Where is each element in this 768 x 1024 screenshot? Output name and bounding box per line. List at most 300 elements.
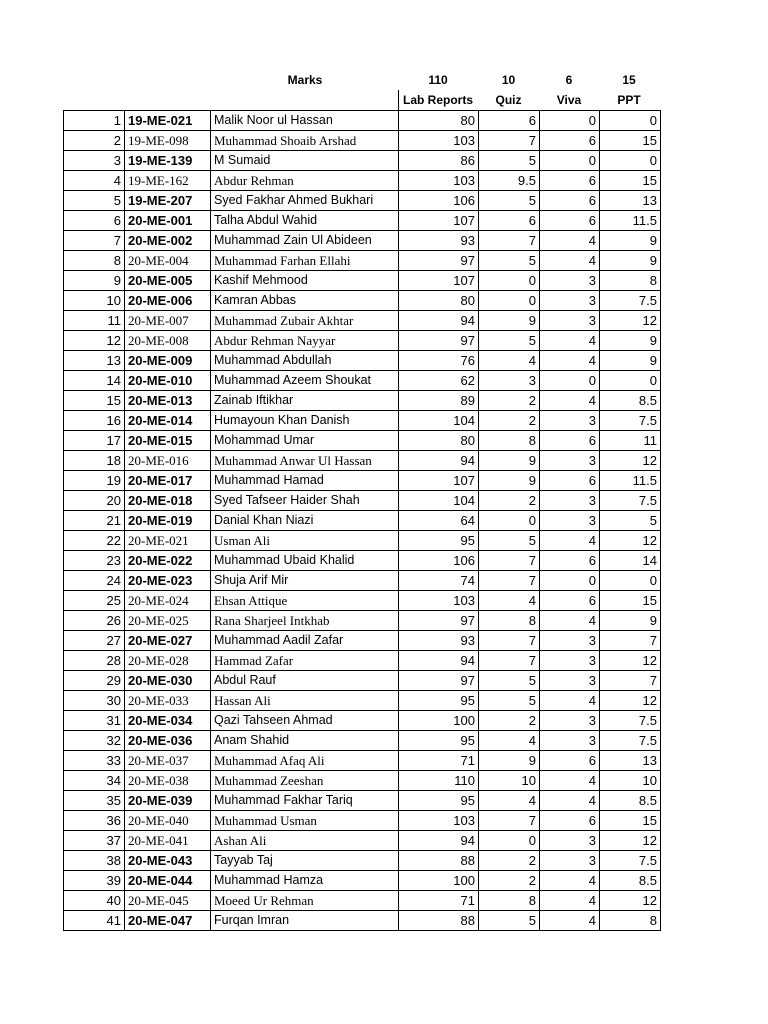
- lab-reports-cell: 80: [399, 431, 479, 451]
- max-lab-reports: 110: [428, 73, 448, 87]
- roll-number-cell: 20-ME-040: [125, 811, 211, 831]
- lab-reports-cell: 107: [399, 471, 479, 491]
- serial-number-cell: 37: [64, 831, 125, 851]
- serial-number-cell: 4: [64, 171, 125, 191]
- student-name-cell: Anam Shahid: [211, 731, 399, 751]
- quiz-cell: 7: [479, 131, 540, 151]
- quiz-cell: 5: [479, 911, 540, 931]
- serial-number-cell: 9: [64, 271, 125, 291]
- table-row: [64, 151, 661, 171]
- serial-number-cell: 31: [64, 711, 125, 731]
- serial-number-cell: 12: [64, 331, 125, 351]
- ppt-cell: 15: [600, 591, 661, 611]
- table-row: [64, 431, 661, 451]
- ppt-cell: 0: [600, 151, 661, 171]
- student-name-cell: Syed Fakhar Ahmed Bukhari: [211, 191, 399, 211]
- table-row: [64, 731, 661, 751]
- quiz-cell: 7: [479, 811, 540, 831]
- viva-cell: 0: [540, 371, 600, 391]
- roll-number-cell: 20-ME-044: [125, 871, 211, 891]
- viva-cell: 3: [540, 731, 600, 751]
- serial-number-cell: 10: [64, 291, 125, 311]
- viva-cell: 6: [540, 551, 600, 571]
- lab-reports-cell: 107: [399, 271, 479, 291]
- quiz-cell: 9: [479, 311, 540, 331]
- student-name-cell: Muhammad Shoaib Arshad: [211, 131, 399, 151]
- student-name-cell: M Sumaid: [211, 151, 399, 171]
- quiz-cell: 4: [479, 791, 540, 811]
- roll-number-cell: 19-ME-098: [125, 131, 211, 151]
- ppt-cell: 0: [600, 571, 661, 591]
- quiz-cell: 9.5: [479, 171, 540, 191]
- roll-number-cell: 20-ME-007: [125, 311, 211, 331]
- table-row: [64, 371, 661, 391]
- roll-number-cell: 19-ME-207: [125, 191, 211, 211]
- table-row: [64, 231, 661, 251]
- ppt-cell: 7.5: [600, 711, 661, 731]
- lab-reports-cell: 103: [399, 131, 479, 151]
- quiz-cell: 4: [479, 731, 540, 751]
- roll-number-cell: 20-ME-045: [125, 891, 211, 911]
- table-row: [64, 171, 661, 191]
- marks-table: [63, 110, 661, 931]
- ppt-cell: 5: [600, 511, 661, 531]
- viva-cell: 6: [540, 211, 600, 231]
- viva-cell: 6: [540, 171, 600, 191]
- roll-number-cell: 20-ME-033: [125, 691, 211, 711]
- serial-number-cell: 2: [64, 131, 125, 151]
- student-name-cell: Kamran Abbas: [211, 291, 399, 311]
- table-row: [64, 271, 661, 291]
- ppt-cell: 8: [600, 911, 661, 931]
- serial-number-cell: 21: [64, 511, 125, 531]
- lab-reports-cell: 106: [399, 551, 479, 571]
- viva-cell: 4: [540, 771, 600, 791]
- lab-reports-cell: 103: [399, 171, 479, 191]
- serial-number-cell: 15: [64, 391, 125, 411]
- roll-number-cell: 19-ME-139: [125, 151, 211, 171]
- lab-reports-cell: 74: [399, 571, 479, 591]
- serial-number-cell: 38: [64, 851, 125, 871]
- serial-number-cell: 19: [64, 471, 125, 491]
- roll-number-cell: 20-ME-041: [125, 831, 211, 851]
- serial-number-cell: 7: [64, 231, 125, 251]
- serial-number-cell: 18: [64, 451, 125, 471]
- table-row: [64, 531, 661, 551]
- ppt-cell: 7: [600, 671, 661, 691]
- quiz-cell: 5: [479, 151, 540, 171]
- table-row: [64, 211, 661, 231]
- ppt-cell: 12: [600, 451, 661, 471]
- table-row: [64, 611, 661, 631]
- table-row: [64, 511, 661, 531]
- table-row: [64, 131, 661, 151]
- student-name-cell: Muhammad Zain Ul Abideen: [211, 231, 399, 251]
- quiz-cell: 9: [479, 751, 540, 771]
- roll-number-cell: 20-ME-018: [125, 491, 211, 511]
- table-row: [64, 291, 661, 311]
- serial-number-cell: 27: [64, 631, 125, 651]
- student-name-cell: Furqan Imran: [211, 911, 399, 931]
- viva-cell: 3: [540, 831, 600, 851]
- student-name-cell: Muhammad Azeem Shoukat: [211, 371, 399, 391]
- student-name-cell: Ashan Ali: [211, 831, 399, 851]
- table-row: [64, 811, 661, 831]
- quiz-cell: 7: [479, 631, 540, 651]
- viva-cell: 4: [540, 391, 600, 411]
- ppt-cell: 7.5: [600, 491, 661, 511]
- roll-number-cell: 20-ME-023: [125, 571, 211, 591]
- table-row: [64, 871, 661, 891]
- table-row: [64, 771, 661, 791]
- viva-cell: 4: [540, 351, 600, 371]
- viva-cell: 4: [540, 251, 600, 271]
- quiz-cell: 2: [479, 851, 540, 871]
- lab-reports-cell: 86: [399, 151, 479, 171]
- lab-reports-cell: 94: [399, 311, 479, 331]
- viva-cell: 6: [540, 131, 600, 151]
- ppt-cell: 8.5: [600, 791, 661, 811]
- serial-number-cell: 39: [64, 871, 125, 891]
- student-name-cell: Moeed Ur Rehman: [211, 891, 399, 911]
- ppt-cell: 13: [600, 191, 661, 211]
- viva-cell: 3: [540, 491, 600, 511]
- roll-number-cell: 20-ME-001: [125, 211, 211, 231]
- roll-number-cell: 20-ME-017: [125, 471, 211, 491]
- student-name-cell: Humayoun Khan Danish: [211, 411, 399, 431]
- roll-number-cell: 20-ME-025: [125, 611, 211, 631]
- serial-number-cell: 20: [64, 491, 125, 511]
- serial-number-cell: 16: [64, 411, 125, 431]
- lab-reports-cell: 103: [399, 591, 479, 611]
- quiz-cell: 2: [479, 411, 540, 431]
- lab-reports-cell: 62: [399, 371, 479, 391]
- roll-number-cell: 20-ME-034: [125, 711, 211, 731]
- lab-reports-cell: 88: [399, 851, 479, 871]
- viva-cell: 3: [540, 451, 600, 471]
- student-name-cell: Syed Tafseer Haider Shah: [211, 491, 399, 511]
- student-name-cell: Talha Abdul Wahid: [211, 211, 399, 231]
- table-row: [64, 551, 661, 571]
- ppt-cell: 9: [600, 331, 661, 351]
- marks-table-body: [64, 111, 661, 931]
- ppt-cell: 9: [600, 611, 661, 631]
- quiz-cell: 2: [479, 491, 540, 511]
- viva-cell: 4: [540, 331, 600, 351]
- serial-number-cell: 13: [64, 351, 125, 371]
- lab-reports-cell: 95: [399, 731, 479, 751]
- student-name-cell: Muhammad Anwar Ul Hassan: [211, 451, 399, 471]
- lab-reports-cell: 95: [399, 791, 479, 811]
- roll-number-cell: 20-ME-022: [125, 551, 211, 571]
- ppt-cell: 10: [600, 771, 661, 791]
- lab-reports-cell: 76: [399, 351, 479, 371]
- table-row: [64, 331, 661, 351]
- viva-cell: 4: [540, 691, 600, 711]
- lab-reports-cell: 94: [399, 651, 479, 671]
- table-row: [64, 311, 661, 331]
- ppt-cell: 0: [600, 371, 661, 391]
- serial-number-cell: 23: [64, 551, 125, 571]
- student-name-cell: Danial Khan Niazi: [211, 511, 399, 531]
- lab-reports-cell: 106: [399, 191, 479, 211]
- student-name-cell: Kashif Mehmood: [211, 271, 399, 291]
- ppt-cell: 14: [600, 551, 661, 571]
- ppt-cell: 8.5: [600, 391, 661, 411]
- quiz-cell: 7: [479, 571, 540, 591]
- roll-number-cell: 20-ME-024: [125, 591, 211, 611]
- table-row: [64, 671, 661, 691]
- serial-number-cell: 3: [64, 151, 125, 171]
- column-header-quiz: Quiz: [495, 93, 522, 107]
- quiz-cell: 5: [479, 531, 540, 551]
- ppt-cell: 15: [600, 131, 661, 151]
- serial-number-cell: 32: [64, 731, 125, 751]
- ppt-cell: 12: [600, 891, 661, 911]
- roll-number-cell: 20-ME-019: [125, 511, 211, 531]
- column-header-ppt: PPT: [617, 93, 641, 107]
- student-name-cell: Muhammad Usman: [211, 811, 399, 831]
- max-quiz: 10: [501, 73, 516, 87]
- viva-cell: 6: [540, 751, 600, 771]
- lab-reports-cell: 94: [399, 831, 479, 851]
- quiz-cell: 3: [479, 371, 540, 391]
- roll-number-cell: 20-ME-036: [125, 731, 211, 751]
- ppt-cell: 7.5: [600, 731, 661, 751]
- serial-number-cell: 28: [64, 651, 125, 671]
- ppt-cell: 12: [600, 311, 661, 331]
- lab-reports-cell: 100: [399, 871, 479, 891]
- max-viva: 6: [565, 73, 573, 87]
- lab-reports-cell: 95: [399, 531, 479, 551]
- quiz-cell: 4: [479, 591, 540, 611]
- quiz-cell: 2: [479, 871, 540, 891]
- max-ppt: 15: [622, 73, 636, 87]
- roll-number-cell: 20-ME-027: [125, 631, 211, 651]
- table-row: [64, 471, 661, 491]
- serial-number-cell: 8: [64, 251, 125, 271]
- student-name-cell: Muhammad Zeeshan: [211, 771, 399, 791]
- viva-cell: 4: [540, 531, 600, 551]
- roll-number-cell: 20-ME-014: [125, 411, 211, 431]
- table-row: [64, 351, 661, 371]
- lab-reports-cell: 93: [399, 631, 479, 651]
- lab-reports-cell: 71: [399, 751, 479, 771]
- viva-cell: 3: [540, 671, 600, 691]
- marks-label: Marks: [287, 73, 323, 87]
- serial-number-cell: 22: [64, 531, 125, 551]
- serial-number-cell: 26: [64, 611, 125, 631]
- lab-reports-cell: 95: [399, 691, 479, 711]
- serial-number-cell: 5: [64, 191, 125, 211]
- viva-cell: 6: [540, 811, 600, 831]
- student-name-cell: Muhammad Hamad: [211, 471, 399, 491]
- ppt-cell: 9: [600, 251, 661, 271]
- roll-number-cell: 19-ME-162: [125, 171, 211, 191]
- quiz-cell: 6: [479, 211, 540, 231]
- roll-number-cell: 20-ME-002: [125, 231, 211, 251]
- viva-cell: 4: [540, 911, 600, 931]
- serial-number-cell: 25: [64, 591, 125, 611]
- quiz-cell: 2: [479, 711, 540, 731]
- student-name-cell: Hassan Ali: [211, 691, 399, 711]
- serial-number-cell: 30: [64, 691, 125, 711]
- table-row: [64, 451, 661, 471]
- viva-cell: 3: [540, 711, 600, 731]
- student-name-cell: Abdul Rauf: [211, 671, 399, 691]
- lab-reports-cell: 94: [399, 451, 479, 471]
- student-name-cell: Muhammad Fakhar Tariq: [211, 791, 399, 811]
- viva-cell: 6: [540, 191, 600, 211]
- table-row: [64, 391, 661, 411]
- roll-number-cell: 20-ME-015: [125, 431, 211, 451]
- viva-cell: 4: [540, 611, 600, 631]
- quiz-cell: 5: [479, 331, 540, 351]
- max-marks-row: [0, 70, 768, 90]
- table-row: [64, 891, 661, 911]
- quiz-cell: 2: [479, 391, 540, 411]
- lab-reports-cell: 64: [399, 511, 479, 531]
- serial-number-cell: 24: [64, 571, 125, 591]
- student-name-cell: Tayyab Taj: [211, 851, 399, 871]
- viva-cell: 3: [540, 311, 600, 331]
- table-row: [64, 571, 661, 591]
- quiz-cell: 7: [479, 551, 540, 571]
- roll-number-cell: 20-ME-009: [125, 351, 211, 371]
- roll-number-cell: 20-ME-039: [125, 791, 211, 811]
- lab-reports-cell: 110: [399, 771, 479, 791]
- ppt-cell: 15: [600, 171, 661, 191]
- quiz-cell: 0: [479, 271, 540, 291]
- serial-number-cell: 1: [64, 111, 125, 131]
- serial-number-cell: 33: [64, 751, 125, 771]
- lab-reports-cell: 104: [399, 411, 479, 431]
- quiz-cell: 0: [479, 831, 540, 851]
- serial-number-cell: 41: [64, 911, 125, 931]
- table-row: [64, 251, 661, 271]
- column-header-lab-reports: Lab Reports: [402, 93, 473, 107]
- quiz-cell: 8: [479, 611, 540, 631]
- viva-cell: 3: [540, 651, 600, 671]
- viva-cell: 3: [540, 291, 600, 311]
- viva-cell: 3: [540, 411, 600, 431]
- ppt-cell: 15: [600, 811, 661, 831]
- viva-cell: 4: [540, 891, 600, 911]
- student-name-cell: Muhammad Zubair Akhtar: [211, 311, 399, 331]
- lab-reports-cell: 71: [399, 891, 479, 911]
- table-row: [64, 631, 661, 651]
- table-row: [64, 491, 661, 511]
- quiz-cell: 6: [479, 111, 540, 131]
- ppt-cell: 7.5: [600, 411, 661, 431]
- viva-cell: 3: [540, 851, 600, 871]
- quiz-cell: 5: [479, 191, 540, 211]
- roll-number-cell: 20-ME-037: [125, 751, 211, 771]
- roll-number-cell: 20-ME-016: [125, 451, 211, 471]
- viva-cell: 3: [540, 511, 600, 531]
- viva-cell: 3: [540, 631, 600, 651]
- quiz-cell: 5: [479, 691, 540, 711]
- roll-number-cell: 20-ME-047: [125, 911, 211, 931]
- table-row: [64, 111, 661, 131]
- quiz-cell: 8: [479, 431, 540, 451]
- quiz-cell: 7: [479, 651, 540, 671]
- lab-reports-cell: 97: [399, 671, 479, 691]
- lab-reports-cell: 88: [399, 911, 479, 931]
- viva-cell: 4: [540, 791, 600, 811]
- quiz-cell: 4: [479, 351, 540, 371]
- student-name-cell: Qazi Tahseen Ahmad: [211, 711, 399, 731]
- table-row: [64, 911, 661, 931]
- quiz-cell: 9: [479, 471, 540, 491]
- roll-number-cell: 20-ME-008: [125, 331, 211, 351]
- ppt-cell: 12: [600, 651, 661, 671]
- lab-reports-cell: 100: [399, 711, 479, 731]
- lab-reports-cell: 89: [399, 391, 479, 411]
- viva-cell: 4: [540, 231, 600, 251]
- student-name-cell: Abdur Rehman Nayyar: [211, 331, 399, 351]
- table-row: [64, 651, 661, 671]
- lab-reports-cell: 80: [399, 291, 479, 311]
- serial-number-cell: 35: [64, 791, 125, 811]
- student-name-cell: Muhammad Abdullah: [211, 351, 399, 371]
- quiz-cell: 0: [479, 291, 540, 311]
- viva-cell: 0: [540, 571, 600, 591]
- viva-cell: 6: [540, 431, 600, 451]
- viva-cell: 0: [540, 151, 600, 171]
- quiz-cell: 5: [479, 671, 540, 691]
- roll-number-cell: 19-ME-021: [125, 111, 211, 131]
- student-name-cell: Malik Noor ul Hassan: [211, 111, 399, 131]
- serial-number-cell: 36: [64, 811, 125, 831]
- table-row: [64, 711, 661, 731]
- ppt-cell: 7.5: [600, 291, 661, 311]
- lab-reports-cell: 97: [399, 251, 479, 271]
- viva-cell: 0: [540, 111, 600, 131]
- roll-number-cell: 20-ME-013: [125, 391, 211, 411]
- student-name-cell: Shuja Arif Mir: [211, 571, 399, 591]
- table-row: [64, 831, 661, 851]
- roll-number-cell: 20-ME-028: [125, 651, 211, 671]
- table-row: [64, 851, 661, 871]
- ppt-cell: 7.5: [600, 851, 661, 871]
- lab-reports-cell: 93: [399, 231, 479, 251]
- table-row: [64, 691, 661, 711]
- viva-cell: 3: [540, 271, 600, 291]
- student-name-cell: Muhammad Aadil Zafar: [211, 631, 399, 651]
- roll-number-cell: 20-ME-006: [125, 291, 211, 311]
- serial-number-cell: 29: [64, 671, 125, 691]
- ppt-cell: 8.5: [600, 871, 661, 891]
- student-name-cell: Muhammad Afaq Ali: [211, 751, 399, 771]
- student-name-cell: Muhammad Ubaid Khalid: [211, 551, 399, 571]
- ppt-cell: 12: [600, 691, 661, 711]
- roll-number-cell: 20-ME-021: [125, 531, 211, 551]
- ppt-cell: 11: [600, 431, 661, 451]
- ppt-cell: 11.5: [600, 471, 661, 491]
- serial-number-cell: 40: [64, 891, 125, 911]
- ppt-cell: 0: [600, 111, 661, 131]
- ppt-cell: 11.5: [600, 211, 661, 231]
- serial-number-cell: 11: [64, 311, 125, 331]
- serial-number-cell: 17: [64, 431, 125, 451]
- quiz-cell: 5: [479, 251, 540, 271]
- roll-number-cell: 20-ME-004: [125, 251, 211, 271]
- table-row: [64, 591, 661, 611]
- lab-reports-cell: 97: [399, 331, 479, 351]
- student-name-cell: Zainab Iftikhar: [211, 391, 399, 411]
- lab-reports-cell: 97: [399, 611, 479, 631]
